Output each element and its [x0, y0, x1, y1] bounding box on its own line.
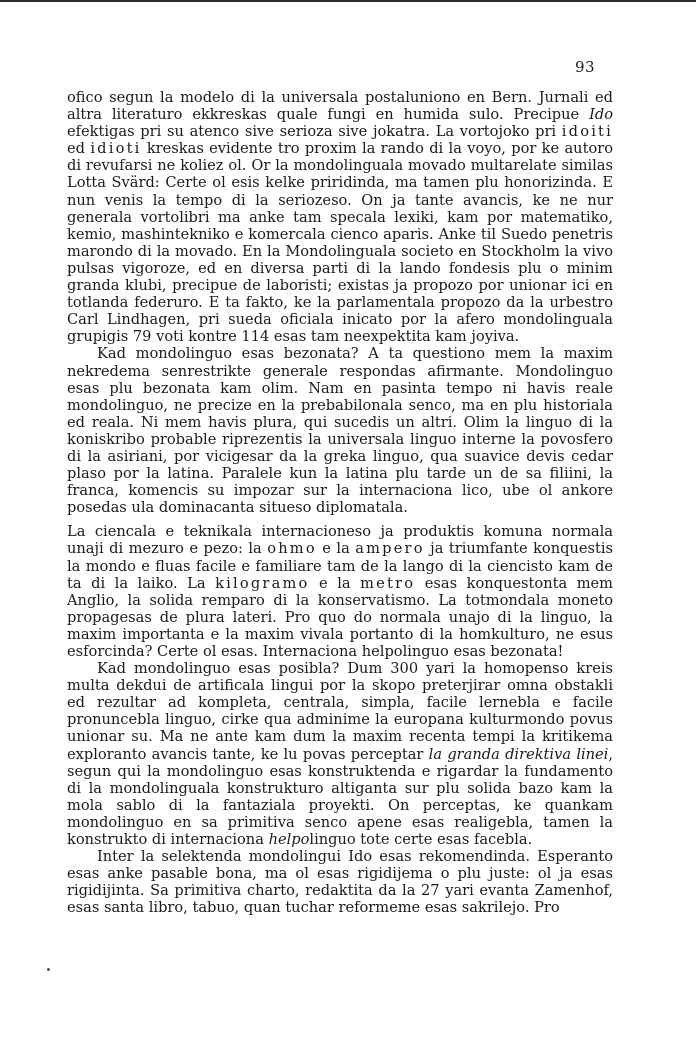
body-text [67, 89, 613, 917]
text-run: ed [67, 140, 91, 158]
spaced-run: metro [360, 574, 416, 592]
text-run: ja triumfante konquestis la mondo e fluas facile e familiare tam de la lango di la ciencisto kam de ta di la laiko. La [67, 540, 614, 592]
italic-run: Ido [589, 106, 613, 124]
spaced-run: idioti [90, 140, 142, 158]
paragraph-2: Kad mondolinguo esas bezonata? A ta questiono mem la maxim nekredema senrestrikte generale respondas afirmante. Mondolinguo esas plu bezonata kam olim. Nam en pasinta tempo ni havis reale mondolinguo, ne precize en la prebabilonala senco, ma en plu historiala ed reala. Ni mem havis plura, qui sucedis un altri. Olim la linguo di la koniskribo probable riprezentis la universala linguo interne la povosfero di la asiriani, por vicigesar da la greka linguo, qua suavice devis cedar plaso por la latina. Paralele kun la latina plu tarde un de sa filiini, la franca, komencis su impozar sur la internaciona lico, ube ol ankore posedas ula dominacanta situeso diplomatala. [67, 345, 613, 517]
text-run: Kad mondolinguo esas posibla? Dum 300 yari la homopenso kreis multa dekdui de artificala lingui por la skopo preterjirar omna obstakli ed rezultar ad kompleta, centrala, simpla, facile lernebla e facile pronuncebla linguo, cirke qua adminime la europana kulturmondo povus unionar su. Ma ne ante kam dum la maxim recenta tempi la kritikema exploranto avancis tante, ke lu povas perceptar [67, 660, 613, 763]
top-border-line [0, 0, 696, 2]
spaced-run: ohmo [267, 540, 317, 558]
text-run: e la [316, 540, 356, 558]
spaced-run: idoiti [561, 123, 613, 141]
paragraph-1 [67, 89, 613, 345]
text-run: ofico segun la modelo di la universala postaluniono en Bern. Jurnali ed altra literaturo ekkreskas quale fungi en humida sulo. Precipue [67, 89, 613, 124]
text-run: kreskas evidente tro proxim la rando di la voyo, por ke autoro di revufarsi ne koliez ol. Or la mondolinguala movado multarelate similas Lotta Svärd: Certe ol esis kelke priridinda, ma tamen plu honorizinda. E nun venis la tempo di la seriozeso. On ja tante avancis, ke ne nur generala vortolibri ma anke tam specala lexiki, kam por matematiko, kemio, mashinteknikо e komercala cienco aparis. Anke til Suedo penetris marondo di la movado. En la Mondolinguala societo en Stockholm la vivo pulsas vigoroze, ed en diversa parti di la lando fondesis plu o minim granda klubi, precipue de laboristi; existas ja propozo por unionar ici en totlanda federuro. E ta fakto, ke la parlamentala propozo da la urbestro Carl Lindhagen, pri sueda oficiala inicato por la afero mondolinguala grupigis 79 voti kontre 114 esas tam neexpektita kam joyiva. [67, 140, 613, 346]
italic-run: la granda direktiva linei [428, 745, 609, 763]
paragraph-5: Inter la selektenda mondolingui Ido esas rekomendinda. Esperanto esas anke pasable bona, ma ol esas rigidijema o plu juste: ol ja esas rigidijinta. Sa primitiva charto, redaktita da la 27 yari evanta Zamenhof, esas santa libro, tabuo, quan tuchar reformeme esas sakrilejo. Pro [67, 848, 613, 917]
margin-mark [47, 968, 50, 971]
spaced-run: ampero [355, 540, 425, 558]
text-run: e la [309, 574, 361, 592]
text-run: esas konquestonta mem Anglio, la solida remparo di la konservatismo. La totmondala moneto propagesas de plura lateri. Pro quo do normala unajo di la linguo, la maxim importanta e la maxim vivala portanto di la homkulturo, ne esus esforcinda? Certe ol esas. Internaciona helpolinguo esas bezonata! [67, 574, 614, 660]
italic-run: helpo [268, 831, 310, 849]
text-run: efektigas pri su atenco sive serioza sive jokatra. La vortojoko pri [67, 123, 562, 141]
paragraph-4 [67, 660, 613, 848]
paragraph-3 [67, 523, 613, 660]
text-run: La ciencala e teknikala internacioneso ja produktis komuna normala unaji di mezuro e pezo: la [67, 523, 613, 558]
paragraph-gap [67, 516, 613, 523]
text-run: linguo tote certe esas facebla. [309, 831, 533, 849]
spaced-run: kilogramo [215, 574, 310, 592]
text-run: , segun qui la mondolinguo esas konstruktenda e rigardar la fundamento di la mondolinguala konstrukturo altiganta sur plu solida bazo kam la mola sablo di la fantaziala proyekti. On perceptas, ke quankam mondolinguo en sa primitiva senco apene esas realigebla, tamen la konstrukto di internaciona [67, 745, 613, 849]
page-number: 93 [575, 58, 596, 76]
